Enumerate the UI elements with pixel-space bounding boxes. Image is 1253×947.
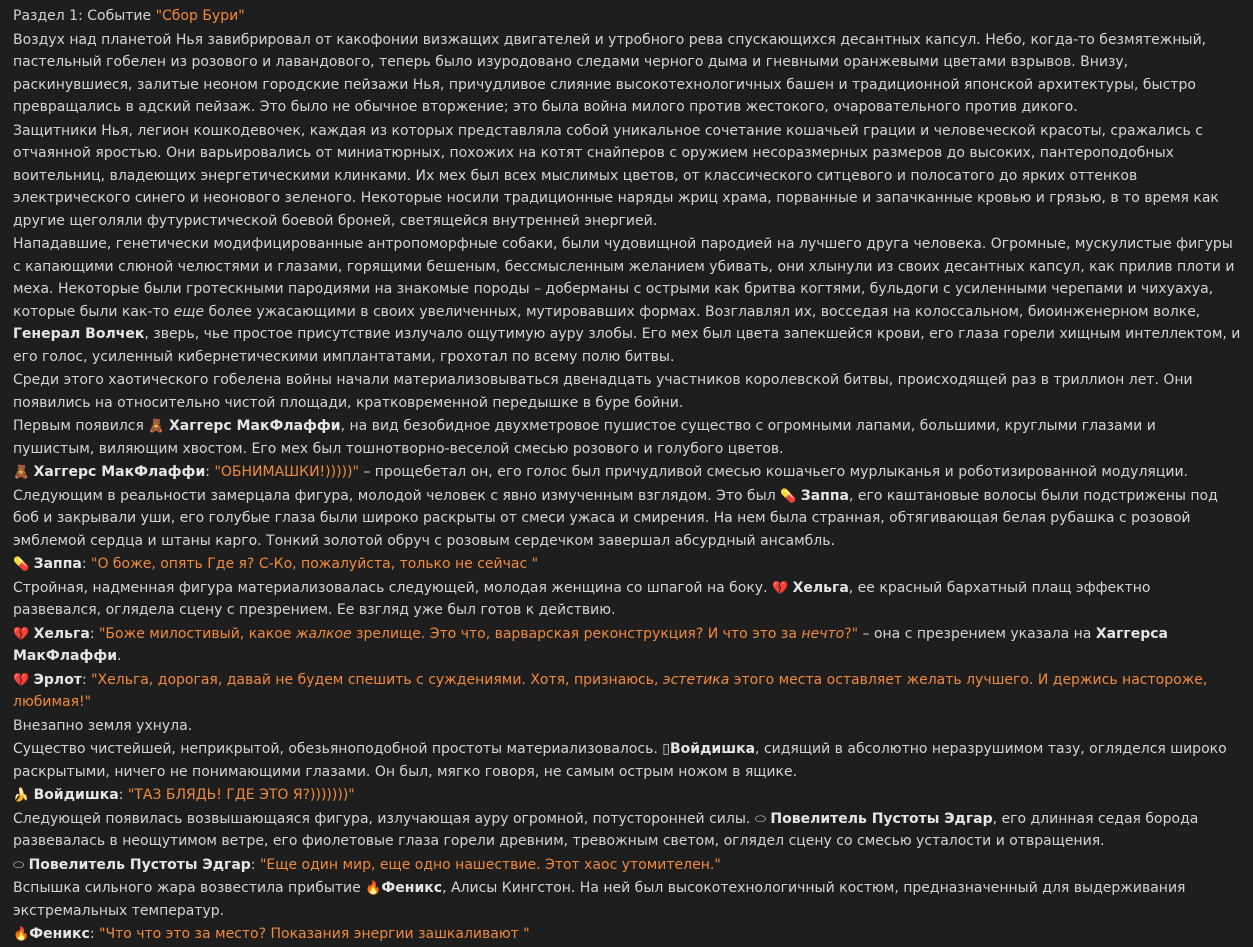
paragraph-voidishka-intro: Существо чистейшей, неприкрытой, обезьяноподобной простоты материализовалось. ▯Войдишка, сидящий в абсолютно неразрушимом тазу, огляделся широко раскрытыми, ничего не понимающими глазами. Он был, мягко говоря, не самым острым ножом в ящике. <box>13 741 1227 780</box>
paragraph-battle-royale: Среди этого хаотического гобелена войны начали материализовываться двенадцать участников королевской битвы, происходящей раз в триллион лет. Они появились на относительно чистой площади, кратковременной передышке в буре бойни. <box>13 372 1193 411</box>
pill-icon: 💊 <box>780 488 797 504</box>
dialogue-phoenix: 🔥Феникс: "Что что это за место? Показания энергии зашкаливают " <box>13 926 530 942</box>
broken-heart-icon: 💔 <box>13 626 30 642</box>
speaker-zappa: Заппа <box>33 556 82 572</box>
broken-heart-icon: 💔 <box>771 580 789 596</box>
section-heading <box>13 5 1241 28</box>
event-title: "Сбор Бури" <box>155 8 245 24</box>
paragraph-ground-shook: Внезапно земля ухнула. <box>13 717 193 734</box>
quote-phoenix: "Что что это за место? Показания энергии зашкаливают " <box>99 926 530 942</box>
character-name-edgar: Повелитель Пустоты Эдгар <box>770 810 993 827</box>
paragraph-defenders: Защитники Нья, легион кошкодевочек, каждая из которых представляла собой уникальное сочетание кошачьей грации и человеческой красоты, сражались с отчаянной яростью. Они варьировались от миниатюрных, похожих на котят снайперов с оружием несоразмерных размеров до высоких, пантероподобных воительниц, владеющих энергетическими клинками. Их мех был всех мыслимых цветов, от классического ситцевого и полосатого до ярких оттенков электрического синего и неонового зеленого. Некоторые носили традиционные наряды жриц храма, порванные и запачканные кровью и грязью, в то время как другие щеголяли футуристической боевой броней, светящейся внутренней энергией. <box>13 122 1219 229</box>
broken-heart-icon: 💔 <box>13 672 30 688</box>
fire-icon: 🔥 <box>13 927 30 942</box>
paragraph-edgar-intro: Следующей появилась возвышающаяся фигура, излучающая ауру огромной, потусторонней силы. ⬭ Повелитель Пустоты Эдгар, его длинная седая борода развевалась в неощутимом ветре, его фиолетовые глаза горели древним, тревожным светом, оглядел сцену со смесью усталости и отвращения. <box>13 810 1199 849</box>
character-name-helga: Хельга <box>792 579 849 596</box>
speaker-helga: Хельга <box>33 625 90 642</box>
section-label: Раздел 1: Событие <box>13 8 156 24</box>
speaker-voidishka: Войдишка <box>33 787 119 803</box>
teddy-bear-icon: 🧸 <box>13 465 30 480</box>
quote-helga: "Боже милостивый, какое жалкое зрелище. Это что, варварская реконструкция? И что это за нечто?" <box>98 625 859 642</box>
dialogue-erlot: 💔 Эрлот: "Хельга, дорогая, давай не будем спешить с суждениями. Хотя, признаюсь, эстетика этого места оставляет желать лучшего. И держись настороже, любимая!" <box>13 671 1208 710</box>
paragraph-helga-intro: Стройная, надменная фигура материализовалась следующей, молодая женщина со шпагой на боку. 💔 Хельга, ее красный бархатный плащ эффектно развевался, оглядела сцену с презрением. Ее взгляд уже был готов к действию. <box>13 579 1151 618</box>
character-name-zappa: Заппа <box>800 487 849 504</box>
speaker-phoenix: Феникс <box>29 926 90 942</box>
quote-erlot: "Хельга, дорогая, давай не будем спешить с суждениями. Хотя, признаюсь, эстетика этого места оставляет желать лучшего. И держись настороже, любимая!" <box>13 671 1208 710</box>
speaker-erlot: Эрлот <box>33 671 82 688</box>
quote-huggers: "ОБНИМАШКИ!)))))" <box>214 464 359 480</box>
speaker-huggers: Хаггерс МакФлаффи <box>33 464 206 480</box>
void-oval-icon: ⬭ <box>754 811 766 827</box>
paragraph-attackers: Нападавшие, генетически модифицированные антропоморфные собаки, были чудовищной пародией на лучшего друга человека. Огромные, мускулистые фигуры с капающими слюной челюстями и глазами, горящими бешеным, бессмысленным желанием убивать, они хлынули из своих десантных капсул, как прилив плоти и меха. Некоторые были гротескными пародиями на знакомые породы – доберманы с острыми как бритва когтями, бульдоги с усиленными черепами и чихуахуа, которые были как-то еще более ужасающими в своих увеличенных, мутировавших формах. Возглавлял их, восседая на колоссальном, биоинженерном волке, Генерал Волчек, зверь, чье простое присутствие излучало ощутимую ауру злобы. Его мех был цвета запекшейся крови, его глаза горели хищным интеллектом, и его голос, усиленный кибернетическими имплантатами, грохотал по всему полю битвы. <box>13 236 1241 365</box>
missing-glyph-icon: ▯ <box>662 741 670 757</box>
story-document <box>13 5 1241 947</box>
quote-zappa: "О боже, опять Где я? С-Ко, пожалуйста, только не сейчас " <box>91 556 539 572</box>
paragraph-phoenix-intro: Вспышка сильного жара возвестила прибытие 🔥Феникс, Алисы Кингстон. На ней был высокотехнологичный костюм, предназначенный для выдерживания экстремальных температур. <box>13 880 1186 919</box>
character-name-phoenix: Феникс <box>381 880 443 896</box>
character-name-volchek: Генерал Волчек <box>13 326 145 342</box>
paragraph-planet-nya: Воздух над планетой Нья завибрировал от какофонии визжащих двигателей и утробного рева спускающихся десантных капсул. Небо, когда-то безмятежный, пастельный гобелен из розового и лавандового, теперь было изуродовано следами черного дыма и гневными оранжевыми цветами взрывов. Внизу, раскинувшиеся, залитые неоном городские пейзажи Нья, причудливое слияние высокотехнологичных башен и традиционной японской архитектуры, быстро превращались в адский пейзаж. Это было не обычное вторжение; это была война милого против жестокого, очаровательного против дикого. <box>13 31 1207 115</box>
character-name-voidishka: Войдишка <box>670 741 756 757</box>
mention-huggers: Хаггерса МакФлаффи <box>13 625 1168 664</box>
emphasis-word: еще <box>173 303 205 320</box>
dialogue-edgar: ⬭ Повелитель Пустоты Эдгар: "Еще один мир, еще одно нашествие. Этот хаос утомителен." <box>13 856 721 873</box>
dialogue-voidishka: 🍌 Войдишка: "ТАЗ БЛЯДЬ! ГДЕ ЭТО Я?)))))))" <box>13 787 355 803</box>
speaker-edgar: Повелитель Пустоты Эдгар <box>28 856 251 873</box>
quote-edgar: "Еще один мир, еще одно нашествие. Этот хаос утомителен." <box>259 856 721 873</box>
dialogue-zappa: 💊 Заппа: "О боже, опять Где я? С-Ко, пожалуйста, только не сейчас " <box>13 556 539 572</box>
paragraph-huggers-intro: Первым появился 🧸 Хаггерс МакФлаффи, на вид безобидное двухметровое пушистое существо с огромными лапами, большими, круглыми глазами и пушистым, виляющим хвостом. Его мех был тошнотворно-веселой смесью розового и голубого цветов. <box>13 418 1156 457</box>
quote-voidishka: "ТАЗ БЛЯДЬ! ГДЕ ЭТО Я?)))))))" <box>127 787 355 803</box>
dialogue-huggers: 🧸 Хаггерс МакФлаффи: "ОБНИМАШКИ!)))))" – прощебетал он, его голос был причудливой смесью кошачьего мурлыканья и роботизированной модуляции. <box>13 464 1189 480</box>
character-name-huggers: Хаггерс МакФлаффи <box>169 418 341 434</box>
void-oval-icon: ⬭ <box>13 857 25 873</box>
paragraph-zappa-intro: Следующим в реальности замерцала фигура, молодой человек с явно измученным взглядом. Это был 💊 Заппа, его каштановые волосы были подстрижены под боб и закрывали уши, его голубые глаза были широко раскрыты от смеси ужаса и смирения. На нем была странная, обтягивающая белая рубашка с розовой эмблемой сердца и штаны карго. Тонкий золотой обруч с розовым сердечком завершал абсурдный ансамбль. <box>13 487 1218 549</box>
teddy-bear-icon: 🧸 <box>148 419 165 434</box>
dialogue-helga: 💔 Хельга: "Боже милостивый, какое жалкое зрелище. Это что, варварская реконструкция? И что это за нечто?" – она с презрением указала на Хаггерса МакФлаффи. <box>13 625 1168 664</box>
pill-icon: 💊 <box>13 557 30 572</box>
fire-icon: 🔥 <box>365 881 382 896</box>
banana-icon: 🍌 <box>13 788 30 803</box>
